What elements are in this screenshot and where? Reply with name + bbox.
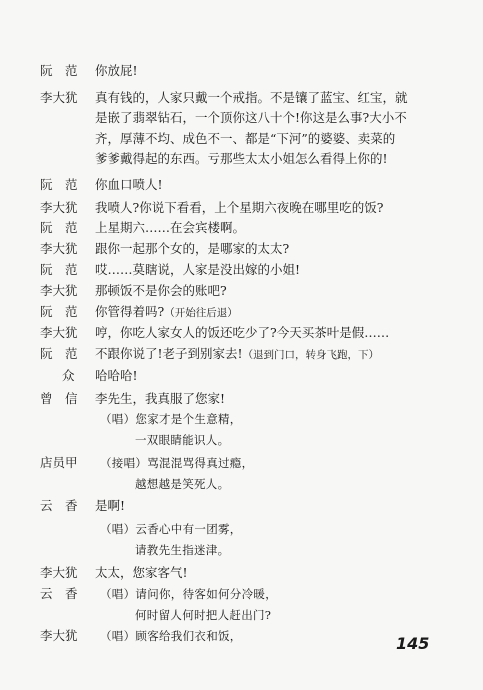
dialogue-text bbox=[95, 200, 383, 216]
speaker-name: 阮 范 bbox=[40, 262, 78, 277]
dialogue-words: 你管得着吗? bbox=[95, 304, 165, 319]
dialogue-words: 是啊! bbox=[95, 498, 126, 513]
dialogue-text bbox=[95, 346, 379, 363]
speaker-name: 店员甲 bbox=[40, 455, 78, 470]
dialogue-text bbox=[95, 391, 225, 407]
stage-direction: （开始往后退） bbox=[164, 307, 238, 319]
dialogue-text bbox=[95, 304, 238, 321]
dialogue-text bbox=[95, 498, 125, 514]
dialogue-words: 不跟你说了!老子到别家去! bbox=[95, 346, 243, 361]
dialogue-words: 真有钱的，人家只戴一个戒指。不是镶了蓝宝、红宝，就 bbox=[95, 90, 408, 105]
sung-verse: 何时留人何时把人赶出门? bbox=[135, 608, 272, 622]
dialogue-words: 你放屁! bbox=[95, 63, 138, 78]
dialogue-text bbox=[95, 283, 227, 299]
dialogue-text bbox=[95, 241, 289, 257]
dialogue-words: 哼，你吃人家女人的饭还吃少了?今天买茶叶是假…… bbox=[95, 325, 390, 340]
speaker-name: 李大犹 bbox=[40, 90, 78, 105]
speaker-name: 阮 范 bbox=[40, 63, 78, 78]
dialogue-text bbox=[95, 151, 388, 167]
dialogue-words: 上星期六……在会宾楼啊。 bbox=[95, 220, 246, 235]
dialogue-text bbox=[95, 368, 138, 384]
dialogue-words: 哎……莫瞎说，人家是没出嫁的小姐! bbox=[95, 262, 301, 277]
speaker-name: 阮 范 bbox=[40, 304, 78, 319]
dialogue-text bbox=[95, 325, 389, 341]
dialogue-words: 我喷人?你说下看看，上个星期六夜晚在哪里吃的饭? bbox=[95, 200, 384, 215]
dialogue-text bbox=[95, 90, 408, 106]
speaker-name: 李大犹 bbox=[40, 241, 78, 256]
speaker-name: 李大犹 bbox=[40, 628, 78, 643]
dialogue-words: 齐，厚薄不均、成色不一、都是“下河”的婆婆、卖菜的 bbox=[95, 131, 396, 146]
page-number: 145 bbox=[396, 634, 430, 653]
dialogue-words: 跟你一起那个女的，是哪家的太太? bbox=[95, 241, 290, 256]
dialogue-words: 李先生，我真服了您家! bbox=[95, 391, 226, 406]
sung-verse: （唱）云香心中有一团雾， bbox=[100, 522, 242, 536]
dialogue-text bbox=[95, 177, 163, 193]
speaker-name: 阮 范 bbox=[40, 346, 78, 361]
sung-verse: 一双眼睛能识人。 bbox=[135, 433, 230, 447]
speaker-name: 李大犹 bbox=[40, 325, 78, 340]
speaker-name: 阮 范 bbox=[40, 220, 78, 235]
dialogue-words: 你血口喷人! bbox=[95, 177, 163, 192]
dialogue-text bbox=[95, 565, 188, 581]
speaker-name: 李大犹 bbox=[40, 200, 78, 215]
sung-verse: （接唱）骂混混骂得真过瘾， bbox=[100, 456, 254, 470]
dialogue-text bbox=[95, 131, 395, 147]
sung-verse: （唱）请问你，待客如何分冷暖， bbox=[100, 587, 277, 601]
dialogue-words: 太太，您家客气! bbox=[95, 565, 188, 580]
sung-verse: （唱）您家才是个生意精， bbox=[100, 412, 242, 426]
sung-verse: 请教先生指迷津。 bbox=[135, 543, 230, 557]
dialogue-words: 是嵌了翡翠钻石，一个顶你这八十个!你这是么事?大小不 bbox=[95, 110, 407, 125]
dialogue-words: 那顿饭不是你会的账吧? bbox=[95, 283, 227, 298]
dialogue-text bbox=[95, 110, 407, 126]
speaker-name: 云 香 bbox=[40, 498, 78, 513]
speaker-name: 云 香 bbox=[40, 586, 78, 601]
speaker-name: 李大犹 bbox=[40, 283, 78, 298]
speaker-name: 众 bbox=[62, 368, 75, 383]
dialogue-words: 哈哈哈! bbox=[95, 368, 138, 383]
speaker-name: 李大犹 bbox=[40, 565, 78, 580]
dialogue-text bbox=[95, 262, 300, 278]
sung-verse: （唱）顾客给我们衣和饭， bbox=[100, 629, 242, 643]
stage-direction: （退到门口，转身飞跑，下） bbox=[242, 349, 380, 361]
speaker-name: 阮 范 bbox=[40, 177, 78, 192]
speaker-name: 曾 信 bbox=[40, 391, 78, 406]
dialogue-text bbox=[95, 220, 245, 236]
dialogue-words: 爹爹戴得起的东西。亏那些太太小姐怎么看得上你的! bbox=[95, 151, 388, 166]
sung-verse: 越想越是笑死人。 bbox=[135, 477, 230, 491]
dialogue-text bbox=[95, 63, 138, 79]
